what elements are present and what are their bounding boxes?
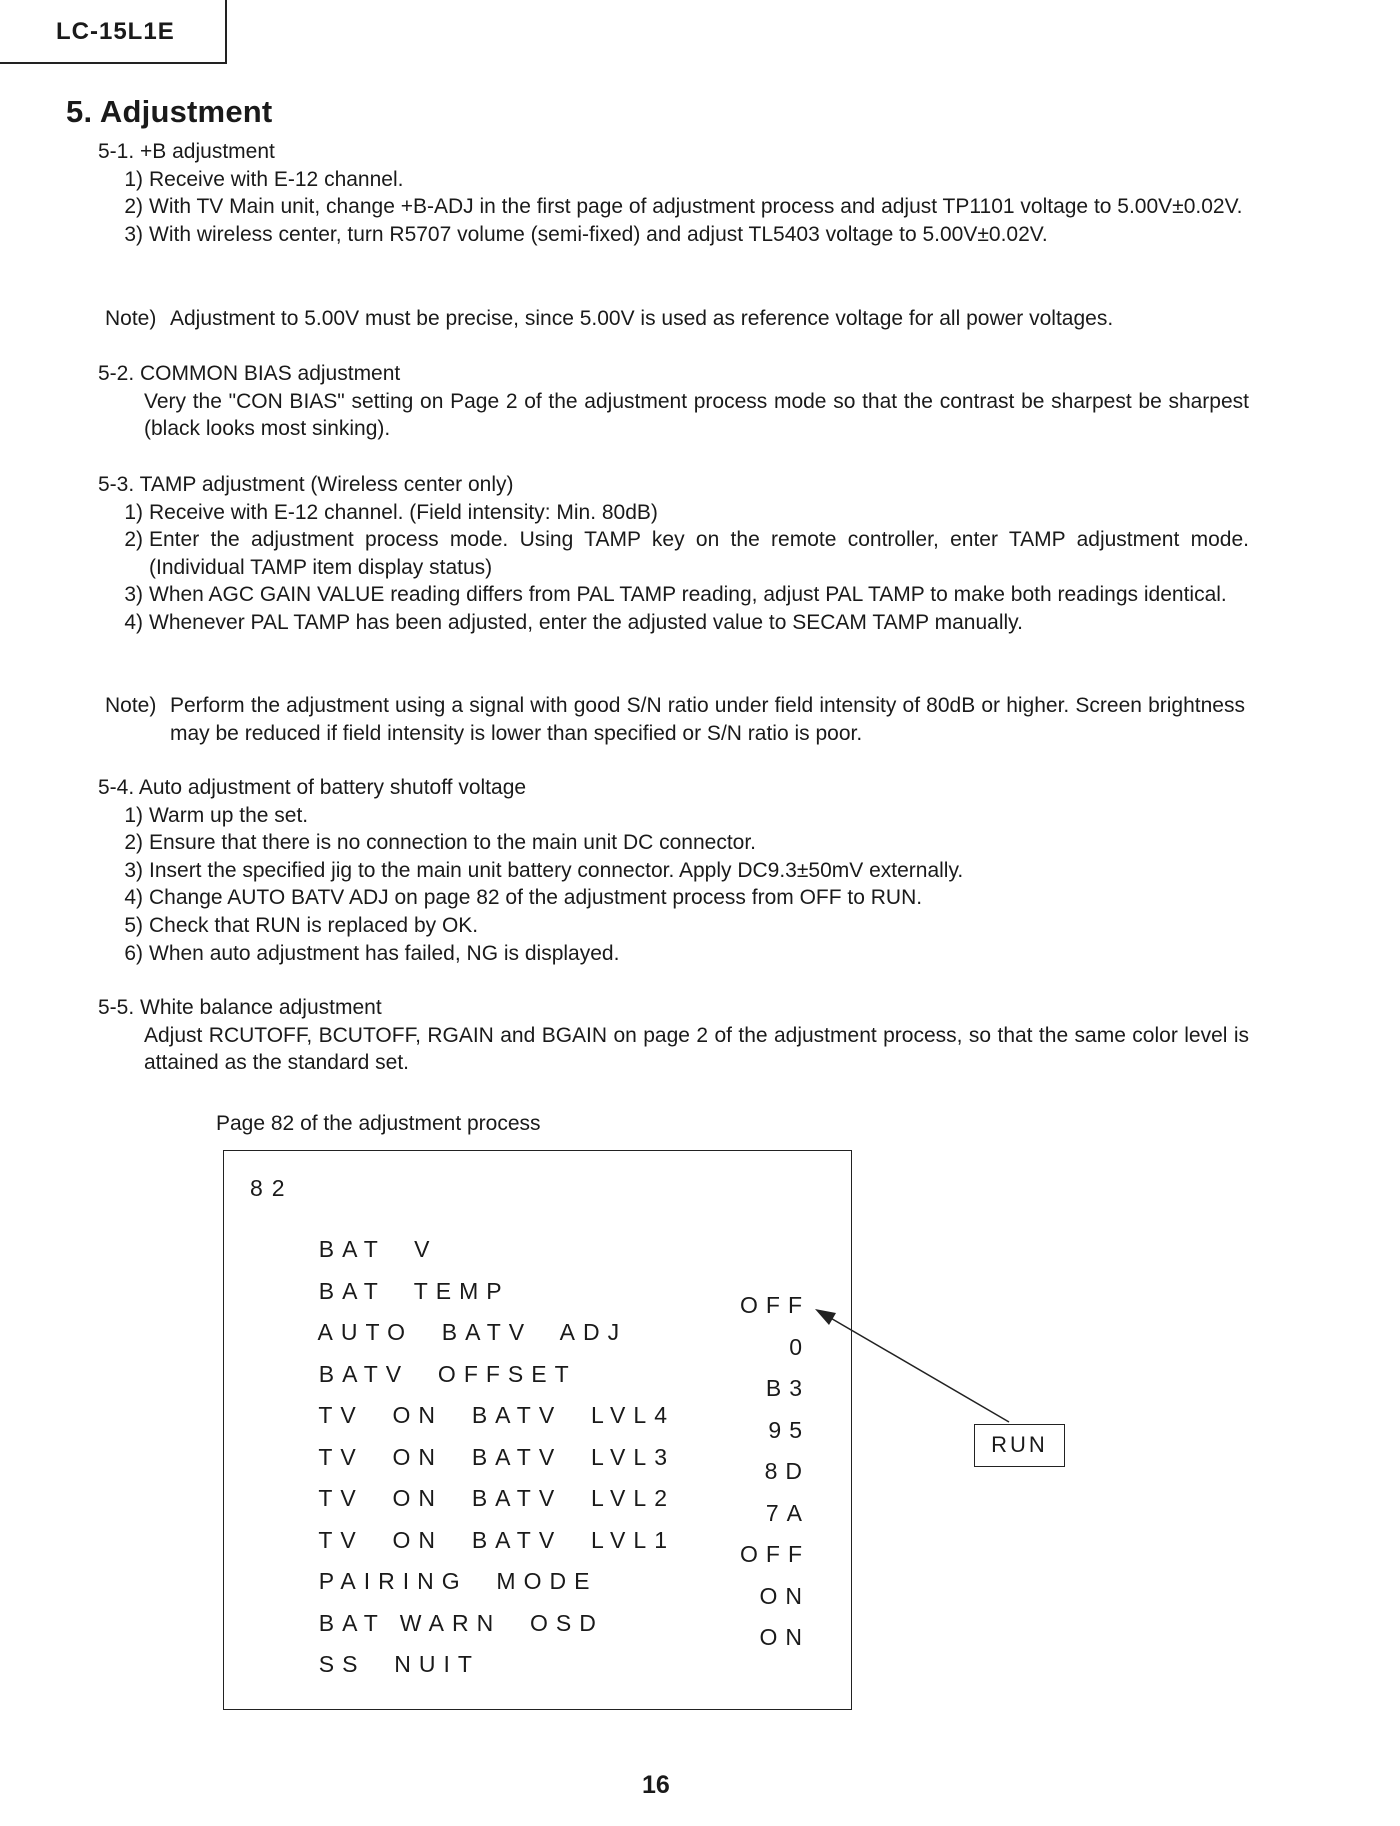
model-label: LC-15L1E bbox=[56, 18, 175, 45]
item-text: Receive with E-12 channel. (Field intensity: Min. 80dB) bbox=[149, 500, 658, 524]
item-number: 2) bbox=[124, 195, 143, 219]
run-callout-box: RUN bbox=[974, 1424, 1065, 1467]
section-5-5-body: Adjust RCUTOFF, BCUTOFF, RGAIN and BGAIN on page 2 of the adjustment process, so that the same color level is attained as the standard set. bbox=[144, 1023, 1249, 1075]
menu-label: TV ON BATV LVL2 bbox=[318, 1485, 675, 1511]
item-number: 3) bbox=[124, 583, 143, 607]
menu-label: TV ON BATV LVL4 bbox=[318, 1402, 675, 1428]
item-text: Change AUTO BATV ADJ on page 82 of the adjustment process from OFF to RUN. bbox=[149, 886, 923, 910]
section-5-5-heading: 5-5. White balance adjustment bbox=[98, 996, 382, 1019]
item-text: Enter the adjustment process mode. Using TAMP key on the remote controller, enter TAMP adjustment mode. (Individual TAMP item display status) bbox=[149, 528, 1249, 579]
menu-value: 8D bbox=[764, 1458, 810, 1484]
section-title: 5. Adjustment bbox=[66, 94, 273, 129]
item-text: Ensure that there is no connection to the main unit DC connector. bbox=[149, 831, 757, 855]
item-number: 1) bbox=[124, 167, 143, 191]
menu-label: SS NUIT bbox=[318, 1651, 480, 1677]
figure-caption: Page 82 of the adjustment process bbox=[216, 1112, 541, 1135]
menu-label: BAT WARN OSD bbox=[318, 1610, 604, 1636]
item-text: When auto adjustment has failed, NG is displayed. bbox=[149, 941, 620, 965]
menu-label: BATV OFFSET bbox=[318, 1361, 577, 1387]
item-number: 3) bbox=[124, 858, 143, 882]
menu-value: 0 bbox=[789, 1334, 810, 1360]
menu-label: AUTO BATV ADJ bbox=[317, 1319, 628, 1345]
section-5-2-body: Very the "CON BIAS" setting on Page 2 of the adjustment process mode so that the contrast be sharpest be sharpest (black looks most sinking). bbox=[144, 389, 1249, 441]
item-number: 1) bbox=[124, 803, 143, 827]
item-text: Whenever PAL TAMP has been adjusted, enter the adjusted value to SECAM TAMP manually. bbox=[149, 610, 1023, 634]
note-label: Note) bbox=[105, 694, 157, 717]
item-text: Warm up the set. bbox=[149, 803, 309, 827]
item-text: With wireless center, turn R5707 volume (semi-fixed) and adjust TL5403 voltage to 5.00V±0.02V. bbox=[149, 222, 1048, 246]
section-5-2-heading: 5-2. COMMON BIAS adjustment bbox=[98, 362, 401, 385]
item-number: 3) bbox=[124, 222, 143, 246]
menu-label: BAT V bbox=[318, 1236, 438, 1262]
item-text: When AGC GAIN VALUE reading differs from PAL TAMP reading, adjust PAL TAMP to make both readings identical. bbox=[149, 583, 1227, 607]
menu-value: ON bbox=[759, 1624, 810, 1650]
callout-arrow-head bbox=[815, 1309, 836, 1325]
menu-label: TV ON BATV LVL3 bbox=[318, 1444, 675, 1470]
menu-label: TV ON BATV LVL1 bbox=[318, 1527, 675, 1553]
section-5-4-heading: 5-4. Auto adjustment of battery shutoff voltage bbox=[98, 776, 527, 799]
note-label: Note) bbox=[105, 307, 157, 330]
menu-label: PAIRING MODE bbox=[318, 1568, 598, 1594]
menu-value: B3 bbox=[765, 1375, 810, 1401]
menu-value: OFF bbox=[740, 1541, 810, 1567]
item-text: Insert the specified jig to the main unit battery connector. Apply DC9.3±50mV externally. bbox=[149, 858, 964, 882]
menu-value: OFF bbox=[740, 1292, 810, 1318]
section-5-1-heading: 5-1. +B adjustment bbox=[98, 140, 275, 163]
item-number: 2) bbox=[124, 831, 143, 855]
item-number: 4) bbox=[124, 886, 143, 910]
callout-arrow-line bbox=[822, 1313, 1009, 1422]
item-number: 1) bbox=[124, 500, 143, 524]
menu-value: 7A bbox=[765, 1500, 810, 1526]
page-number: 16 bbox=[642, 1771, 670, 1799]
item-number: 4) bbox=[124, 610, 143, 634]
section-5-3-heading: 5-3. TAMP adjustment (Wireless center only) bbox=[98, 473, 514, 496]
item-number: 2) bbox=[124, 528, 143, 552]
screen-page-number: 82 bbox=[250, 1175, 294, 1201]
item-number: 5) bbox=[124, 913, 143, 937]
note-text: Perform the adjustment using a signal with good S/N ratio under field intensity of 80dB or higher. Screen brightness may be reduced if field intensity is lower than specified or S/N ratio is poor. bbox=[170, 694, 1245, 745]
item-text: Check that RUN is replaced by OK. bbox=[149, 913, 479, 937]
menu-value: ON bbox=[759, 1583, 810, 1609]
item-text: Receive with E-12 channel. bbox=[149, 167, 404, 191]
menu-label: BAT TEMP bbox=[318, 1278, 510, 1304]
menu-value: 95 bbox=[768, 1417, 810, 1443]
item-text: With TV Main unit, change +B-ADJ in the first page of adjustment process and adjust TP1101 voltage to 5.00V±0.02V. bbox=[149, 195, 1243, 219]
note-text: Adjustment to 5.00V must be precise, since 5.00V is used as reference voltage for all power voltages. bbox=[170, 307, 1114, 330]
item-number: 6) bbox=[124, 941, 143, 965]
